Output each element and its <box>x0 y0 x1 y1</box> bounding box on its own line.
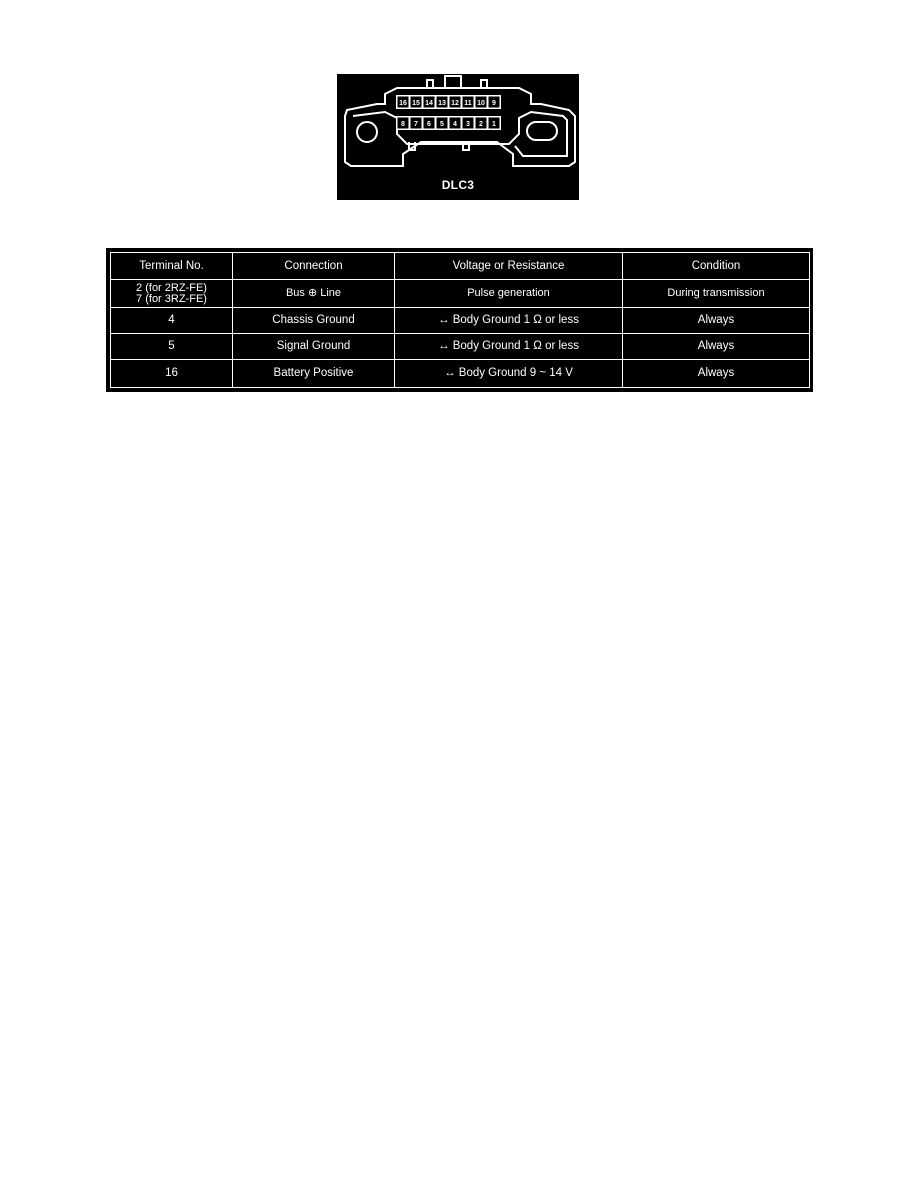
pin-label: 9 <box>492 100 496 107</box>
table-row <box>111 360 810 388</box>
pin-label: 5 <box>440 121 444 128</box>
voltage-cell: ↔ Body Ground 9 ~ 14 V <box>395 360 623 388</box>
pin-label: 13 <box>438 100 446 107</box>
connection-cell: Chassis Ground <box>233 308 395 334</box>
header-cell: Terminal No. <box>111 253 233 280</box>
voltage-cell: Pulse generation <box>395 280 623 308</box>
condition-cell: Always <box>623 308 810 334</box>
pin-label: 7 <box>414 121 418 128</box>
terminal-table-frame <box>106 248 813 392</box>
condition-cell: During transmission <box>623 280 810 308</box>
terminal-cell <box>111 280 233 308</box>
pin-label: 6 <box>427 121 431 128</box>
pin-label: 12 <box>451 100 459 107</box>
table-row <box>111 280 810 308</box>
figure-caption: DLC3 <box>441 178 475 192</box>
pin-label: 4 <box>453 121 457 128</box>
header-cell: Condition <box>623 253 810 280</box>
table-row <box>111 334 810 360</box>
condition-cell: Always <box>623 360 810 388</box>
terminal-line: 2 (for 2RZ-FE) <box>136 281 207 294</box>
terminal-line: 7 (for 3RZ-FE) <box>136 292 207 305</box>
terminal-table <box>110 252 810 388</box>
table-header-row <box>111 253 810 280</box>
voltage-cell: ↔ Body Ground 1 Ω or less <box>395 308 623 334</box>
pin-label: 15 <box>412 100 420 107</box>
pin-label: 8 <box>401 121 405 128</box>
terminal-cell: 5 <box>111 334 233 360</box>
pin-label: 10 <box>477 100 485 107</box>
dlc3-connector-figure <box>337 74 579 200</box>
pin-label: 11 <box>464 100 472 107</box>
connection-cell: Bus ⊕ Line <box>233 280 395 308</box>
pin-label: 16 <box>399 100 407 107</box>
pin-label: 14 <box>425 100 433 107</box>
condition-cell: Always <box>623 334 810 360</box>
terminal-cell: 16 <box>111 360 233 388</box>
pin-label: 3 <box>466 121 470 128</box>
connection-cell: Signal Ground <box>233 334 395 360</box>
header-cell: Voltage or Resistance <box>395 253 623 280</box>
voltage-cell: ↔ Body Ground 1 Ω or less <box>395 334 623 360</box>
connection-cell: Battery Positive <box>233 360 395 388</box>
pin-label: 2 <box>479 121 483 128</box>
header-cell: Connection <box>233 253 395 280</box>
pin-label: 1 <box>492 121 496 128</box>
terminal-cell: 4 <box>111 308 233 334</box>
table-row <box>111 308 810 334</box>
